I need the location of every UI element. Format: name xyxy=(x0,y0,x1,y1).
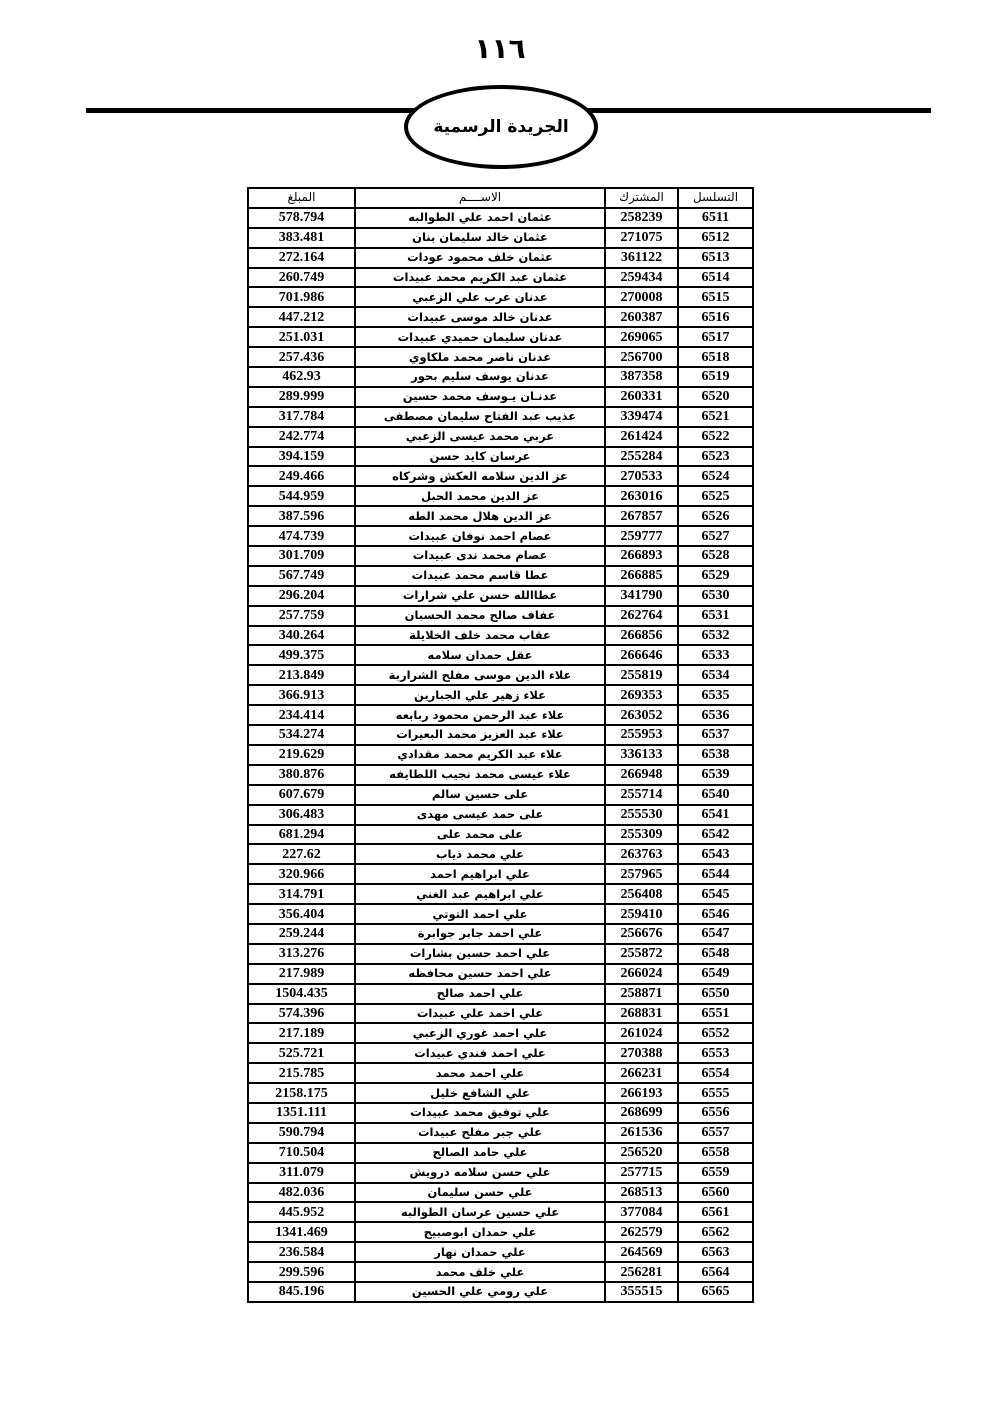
table-row xyxy=(248,1004,753,1024)
table-row xyxy=(248,427,753,447)
cell-subscriber: 255530 xyxy=(605,805,678,825)
cell-subscriber: 271075 xyxy=(605,228,678,248)
cell-serial: 6547 xyxy=(678,924,753,944)
cell-amount: 1504.435 xyxy=(248,984,355,1004)
cell-subscriber: 260387 xyxy=(605,307,678,327)
cell-name: علي حمدان ابوصبيح xyxy=(355,1222,605,1242)
table-row xyxy=(248,1043,753,1063)
cell-name: عدنان يوسف سليم بحور xyxy=(355,367,605,387)
cell-amount: 574.396 xyxy=(248,1004,355,1024)
cell-amount: 394.159 xyxy=(248,447,355,467)
table-row xyxy=(248,1282,753,1302)
cell-serial: 6530 xyxy=(678,586,753,606)
cell-name: علي احمد التوتي xyxy=(355,904,605,924)
cell-subscriber: 361122 xyxy=(605,248,678,268)
cell-name: علي احمد حسين بشارات xyxy=(355,944,605,964)
cell-serial: 6540 xyxy=(678,785,753,805)
cell-serial: 6526 xyxy=(678,506,753,526)
cell-amount: 257.759 xyxy=(248,606,355,626)
table-row xyxy=(248,725,753,745)
cell-amount: 219.629 xyxy=(248,745,355,765)
cell-amount: 482.036 xyxy=(248,1183,355,1203)
table-row xyxy=(248,805,753,825)
cell-serial: 6543 xyxy=(678,844,753,864)
cell-subscriber: 260331 xyxy=(605,387,678,407)
cell-name: علي الشافع خليل xyxy=(355,1083,605,1103)
cell-amount: 301.709 xyxy=(248,546,355,566)
cell-subscriber: 269065 xyxy=(605,327,678,347)
cell-subscriber: 259434 xyxy=(605,268,678,288)
cell-amount: 251.031 xyxy=(248,327,355,347)
cell-serial: 6563 xyxy=(678,1242,753,1262)
table-row xyxy=(248,208,753,228)
cell-subscriber: 255953 xyxy=(605,725,678,745)
cell-name: عدنـان يـوسف محمد حسين xyxy=(355,387,605,407)
cell-serial: 6565 xyxy=(678,1282,753,1302)
cell-name: عثمان خالد سليمان بنان xyxy=(355,228,605,248)
cell-serial: 6533 xyxy=(678,645,753,665)
cell-amount: 272.164 xyxy=(248,248,355,268)
cell-serial: 6532 xyxy=(678,626,753,646)
cell-name: عدنان ناصر محمد ملكاوي xyxy=(355,347,605,367)
table-row xyxy=(248,566,753,586)
cell-name: عثمان عبد الكريم محمد عبيدات xyxy=(355,268,605,288)
cell-name: علي احمد غوري الزعبي xyxy=(355,1023,605,1043)
table-row xyxy=(248,506,753,526)
cell-subscriber: 266193 xyxy=(605,1083,678,1103)
cell-subscriber: 270008 xyxy=(605,287,678,307)
cell-name: علاء عبد العزيز محمد البعيرات xyxy=(355,725,605,745)
cell-serial: 6514 xyxy=(678,268,753,288)
cell-subscriber: 262579 xyxy=(605,1222,678,1242)
cell-subscriber: 270388 xyxy=(605,1043,678,1063)
cell-serial: 6556 xyxy=(678,1103,753,1123)
cell-name: على حسين سالم xyxy=(355,785,605,805)
cell-amount: 380.876 xyxy=(248,765,355,785)
cell-name: علاء الدين موسى مفلح الشراربة xyxy=(355,665,605,685)
cell-subscriber: 256700 xyxy=(605,347,678,367)
cell-serial: 6549 xyxy=(678,964,753,984)
cell-serial: 6529 xyxy=(678,566,753,586)
cell-amount: 462.93 xyxy=(248,367,355,387)
cell-name: علي احمد جابر جوابرة xyxy=(355,924,605,944)
table-row xyxy=(248,1083,753,1103)
cell-name: عذيب عبد الفتاح سليمان مصطفى xyxy=(355,407,605,427)
cell-subscriber: 261024 xyxy=(605,1023,678,1043)
cell-serial: 6541 xyxy=(678,805,753,825)
table-row xyxy=(248,884,753,904)
cell-subscriber: 259410 xyxy=(605,904,678,924)
table-row xyxy=(248,964,753,984)
cell-serial: 6559 xyxy=(678,1163,753,1183)
table-row xyxy=(248,606,753,626)
cell-amount: 296.204 xyxy=(248,586,355,606)
cell-subscriber: 255872 xyxy=(605,944,678,964)
cell-serial: 6535 xyxy=(678,685,753,705)
cell-amount: 317.784 xyxy=(248,407,355,427)
cell-serial: 6531 xyxy=(678,606,753,626)
table-row xyxy=(248,924,753,944)
cell-subscriber: 256676 xyxy=(605,924,678,944)
cell-subscriber: 263016 xyxy=(605,486,678,506)
cell-amount: 447.212 xyxy=(248,307,355,327)
cell-name: عرسان كايد حسن xyxy=(355,447,605,467)
cell-serial: 6552 xyxy=(678,1023,753,1043)
cell-serial: 6558 xyxy=(678,1143,753,1163)
cell-subscriber: 261424 xyxy=(605,427,678,447)
table-row xyxy=(248,1202,753,1222)
cell-amount: 227.62 xyxy=(248,844,355,864)
cell-subscriber: 255284 xyxy=(605,447,678,467)
table-row xyxy=(248,1262,753,1282)
cell-serial: 6523 xyxy=(678,447,753,467)
cell-amount: 356.404 xyxy=(248,904,355,924)
page-number: ١١٦ xyxy=(474,32,526,65)
table-row xyxy=(248,944,753,964)
cell-amount: 260.749 xyxy=(248,268,355,288)
cell-amount: 259.244 xyxy=(248,924,355,944)
cell-subscriber: 267857 xyxy=(605,506,678,526)
cell-name: عطا قاسم محمد عبيدات xyxy=(355,566,605,586)
cell-amount: 590.794 xyxy=(248,1123,355,1143)
table-row xyxy=(248,785,753,805)
cell-amount: 217.989 xyxy=(248,964,355,984)
cell-name: عصام محمد ندى عبيدات xyxy=(355,546,605,566)
cell-amount: 257.436 xyxy=(248,347,355,367)
cell-subscriber: 268831 xyxy=(605,1004,678,1024)
cell-serial: 6515 xyxy=(678,287,753,307)
cell-serial: 6521 xyxy=(678,407,753,427)
cell-amount: 2158.175 xyxy=(248,1083,355,1103)
cell-serial: 6524 xyxy=(678,466,753,486)
gazette-title: الجريدة الرسمية xyxy=(433,117,569,137)
subscribers-table-wrap xyxy=(247,187,752,1303)
cell-name: عز الدين هلال محمد الطه xyxy=(355,506,605,526)
cell-serial: 6544 xyxy=(678,864,753,884)
cell-subscriber: 256520 xyxy=(605,1143,678,1163)
cell-name: علاء عبد الكريم محمد مقدادي xyxy=(355,745,605,765)
cell-amount: 249.466 xyxy=(248,466,355,486)
table-row xyxy=(248,1103,753,1123)
cell-amount: 445.952 xyxy=(248,1202,355,1222)
cell-subscriber: 339474 xyxy=(605,407,678,427)
cell-subscriber: 268513 xyxy=(605,1183,678,1203)
cell-name: علي جبر مفلح عبيدات xyxy=(355,1123,605,1143)
cell-serial: 6536 xyxy=(678,705,753,725)
cell-name: علي حامد الصالح xyxy=(355,1143,605,1163)
cell-serial: 6517 xyxy=(678,327,753,347)
cell-serial: 6538 xyxy=(678,745,753,765)
table-row xyxy=(248,586,753,606)
cell-amount: 544.959 xyxy=(248,486,355,506)
table-row xyxy=(248,486,753,506)
table-row xyxy=(248,984,753,1004)
cell-amount: 383.481 xyxy=(248,228,355,248)
cell-subscriber: 341790 xyxy=(605,586,678,606)
cell-serial: 6534 xyxy=(678,665,753,685)
cell-serial: 6562 xyxy=(678,1222,753,1242)
cell-subscriber: 355515 xyxy=(605,1282,678,1302)
cell-serial: 6518 xyxy=(678,347,753,367)
cell-name: علي احمد علي عبيدات xyxy=(355,1004,605,1024)
cell-name: علاء عبد الرحمن محمود ربابعه xyxy=(355,705,605,725)
cell-serial: 6539 xyxy=(678,765,753,785)
cell-name: علي حسن سلامه درويش xyxy=(355,1163,605,1183)
cell-amount: 607.679 xyxy=(248,785,355,805)
table-row xyxy=(248,1123,753,1143)
cell-amount: 701.986 xyxy=(248,287,355,307)
cell-subscriber: 258239 xyxy=(605,208,678,228)
header-name: الاســــم xyxy=(355,188,605,208)
cell-subscriber: 266024 xyxy=(605,964,678,984)
cell-amount: 299.596 xyxy=(248,1262,355,1282)
cell-serial: 6522 xyxy=(678,427,753,447)
cell-serial: 6528 xyxy=(678,546,753,566)
cell-amount: 242.774 xyxy=(248,427,355,447)
cell-name: علي احمد فندي عبيدات xyxy=(355,1043,605,1063)
cell-subscriber: 255819 xyxy=(605,665,678,685)
cell-name: علي توفيق محمد عبيدات xyxy=(355,1103,605,1123)
cell-serial: 6555 xyxy=(678,1083,753,1103)
cell-serial: 6553 xyxy=(678,1043,753,1063)
table-row xyxy=(248,228,753,248)
table-row xyxy=(248,685,753,705)
cell-name: عثمان خلف محمود عودات xyxy=(355,248,605,268)
cell-name: علي ابراهيم عبد الغني xyxy=(355,884,605,904)
table-row xyxy=(248,526,753,546)
cell-amount: 217.189 xyxy=(248,1023,355,1043)
cell-subscriber: 266231 xyxy=(605,1063,678,1083)
cell-subscriber: 263052 xyxy=(605,705,678,725)
cell-subscriber: 377084 xyxy=(605,1202,678,1222)
cell-subscriber: 336133 xyxy=(605,745,678,765)
cell-name: عربي محمد عيسى الزعبي xyxy=(355,427,605,447)
cell-name: على حمد عيسى مهدى xyxy=(355,805,605,825)
cell-subscriber: 256408 xyxy=(605,884,678,904)
header-serial: التسلسل xyxy=(678,188,753,208)
cell-name: علي خلف محمد xyxy=(355,1262,605,1282)
cell-amount: 340.264 xyxy=(248,626,355,646)
cell-name: علي حسين عرسان الطوالبه xyxy=(355,1202,605,1222)
table-row xyxy=(248,1023,753,1043)
cell-serial: 6548 xyxy=(678,944,753,964)
table-row xyxy=(248,327,753,347)
table-row xyxy=(248,864,753,884)
cell-subscriber: 269353 xyxy=(605,685,678,705)
cell-serial: 6542 xyxy=(678,825,753,845)
cell-name: عز الدين محمد الحبل xyxy=(355,486,605,506)
cell-name: علي رومي علي الحسين xyxy=(355,1282,605,1302)
cell-name: عز الدين سلامه العكش وشركاه xyxy=(355,466,605,486)
table-row xyxy=(248,447,753,467)
table-row xyxy=(248,387,753,407)
gazette-title-oval xyxy=(404,85,598,169)
cell-serial: 6546 xyxy=(678,904,753,924)
cell-amount: 320.966 xyxy=(248,864,355,884)
cell-serial: 6550 xyxy=(678,984,753,1004)
cell-amount: 578.794 xyxy=(248,208,355,228)
cell-subscriber: 266948 xyxy=(605,765,678,785)
cell-name: علي احمد صالح xyxy=(355,984,605,1004)
cell-subscriber: 255309 xyxy=(605,825,678,845)
subscribers-table xyxy=(247,187,754,1303)
cell-name: علي حمدان نهار xyxy=(355,1242,605,1262)
cell-amount: 236.584 xyxy=(248,1242,355,1262)
cell-name: عدنان سليمان حميدي عبيدات xyxy=(355,327,605,347)
cell-name: علي حسن سليمان xyxy=(355,1183,605,1203)
cell-subscriber: 270533 xyxy=(605,466,678,486)
cell-serial: 6561 xyxy=(678,1202,753,1222)
table-row xyxy=(248,268,753,288)
cell-subscriber: 263763 xyxy=(605,844,678,864)
cell-serial: 6520 xyxy=(678,387,753,407)
table-row xyxy=(248,645,753,665)
cell-serial: 6511 xyxy=(678,208,753,228)
cell-amount: 681.294 xyxy=(248,825,355,845)
cell-name: عصام احمد نوفان عبيدات xyxy=(355,526,605,546)
cell-amount: 314.791 xyxy=(248,884,355,904)
cell-name: علي احمد حسين محافظه xyxy=(355,964,605,984)
table-row xyxy=(248,844,753,864)
cell-name: علاء عيسى محمد نجيب اللطايفه xyxy=(355,765,605,785)
cell-serial: 6551 xyxy=(678,1004,753,1024)
cell-subscriber: 266885 xyxy=(605,566,678,586)
cell-subscriber: 259777 xyxy=(605,526,678,546)
cell-amount: 387.596 xyxy=(248,506,355,526)
cell-subscriber: 258871 xyxy=(605,984,678,1004)
cell-amount: 366.913 xyxy=(248,685,355,705)
cell-subscriber: 264569 xyxy=(605,1242,678,1262)
cell-name: عقاب محمد خلف الخلايلة xyxy=(355,626,605,646)
cell-serial: 6537 xyxy=(678,725,753,745)
table-row xyxy=(248,1183,753,1203)
cell-subscriber: 266856 xyxy=(605,626,678,646)
cell-amount: 213.849 xyxy=(248,665,355,685)
cell-serial: 6557 xyxy=(678,1123,753,1143)
table-row xyxy=(248,307,753,327)
cell-serial: 6564 xyxy=(678,1262,753,1282)
table-row xyxy=(248,546,753,566)
cell-subscriber: 255714 xyxy=(605,785,678,805)
table-row xyxy=(248,1163,753,1183)
cell-name: عقل حمدان سلامه xyxy=(355,645,605,665)
table-row xyxy=(248,665,753,685)
cell-amount: 845.196 xyxy=(248,1282,355,1302)
cell-name: عدنان خالد موسى عبيدات xyxy=(355,307,605,327)
cell-amount: 306.483 xyxy=(248,805,355,825)
cell-subscriber: 262764 xyxy=(605,606,678,626)
table-row xyxy=(248,705,753,725)
cell-amount: 710.504 xyxy=(248,1143,355,1163)
cell-serial: 6527 xyxy=(678,526,753,546)
cell-name: عطاالله حسن علي شرارات xyxy=(355,586,605,606)
table-row xyxy=(248,466,753,486)
cell-serial: 6560 xyxy=(678,1183,753,1203)
cell-name: علي احمد محمد xyxy=(355,1063,605,1083)
cell-serial: 6545 xyxy=(678,884,753,904)
table-row xyxy=(248,347,753,367)
cell-subscriber: 257965 xyxy=(605,864,678,884)
cell-amount: 499.375 xyxy=(248,645,355,665)
cell-serial: 6525 xyxy=(678,486,753,506)
cell-serial: 6516 xyxy=(678,307,753,327)
table-row xyxy=(248,765,753,785)
table-row xyxy=(248,626,753,646)
cell-subscriber: 256281 xyxy=(605,1262,678,1282)
cell-amount: 234.414 xyxy=(248,705,355,725)
cell-amount: 215.785 xyxy=(248,1063,355,1083)
table-row xyxy=(248,367,753,387)
cell-name: علي ابراهيم احمد xyxy=(355,864,605,884)
cell-amount: 525.721 xyxy=(248,1043,355,1063)
cell-amount: 567.749 xyxy=(248,566,355,586)
table-header-row xyxy=(248,188,753,208)
cell-amount: 311.079 xyxy=(248,1163,355,1183)
cell-subscriber: 261536 xyxy=(605,1123,678,1143)
table-row xyxy=(248,287,753,307)
table-row xyxy=(248,1143,753,1163)
table-row xyxy=(248,904,753,924)
table-row xyxy=(248,407,753,427)
cell-subscriber: 387358 xyxy=(605,367,678,387)
cell-serial: 6519 xyxy=(678,367,753,387)
cell-serial: 6512 xyxy=(678,228,753,248)
cell-name: علاء زهير علي الجبارين xyxy=(355,685,605,705)
cell-subscriber: 257715 xyxy=(605,1163,678,1183)
table-row xyxy=(248,745,753,765)
cell-name: عدنان عرب علي الزعبي xyxy=(355,287,605,307)
cell-amount: 534.274 xyxy=(248,725,355,745)
cell-serial: 6513 xyxy=(678,248,753,268)
cell-subscriber: 268699 xyxy=(605,1103,678,1123)
cell-name: على محمد على xyxy=(355,825,605,845)
table-row xyxy=(248,248,753,268)
cell-amount: 289.999 xyxy=(248,387,355,407)
cell-amount: 1341.469 xyxy=(248,1222,355,1242)
table-body xyxy=(248,208,753,1302)
cell-subscriber: 266646 xyxy=(605,645,678,665)
cell-amount: 1351.111 xyxy=(248,1103,355,1123)
table-row xyxy=(248,1222,753,1242)
cell-name: علي محمد ذياب xyxy=(355,844,605,864)
cell-subscriber: 266893 xyxy=(605,546,678,566)
table-row xyxy=(248,825,753,845)
table-row xyxy=(248,1063,753,1083)
cell-amount: 313.276 xyxy=(248,944,355,964)
cell-name: عفاف صالح محمد الحسبان xyxy=(355,606,605,626)
header-amount: المبلغ xyxy=(248,188,355,208)
cell-serial: 6554 xyxy=(678,1063,753,1083)
header-subscriber: المشترك xyxy=(605,188,678,208)
cell-name: عثمان احمد علي الطوالبه xyxy=(355,208,605,228)
cell-amount: 474.739 xyxy=(248,526,355,546)
table-row xyxy=(248,1242,753,1262)
